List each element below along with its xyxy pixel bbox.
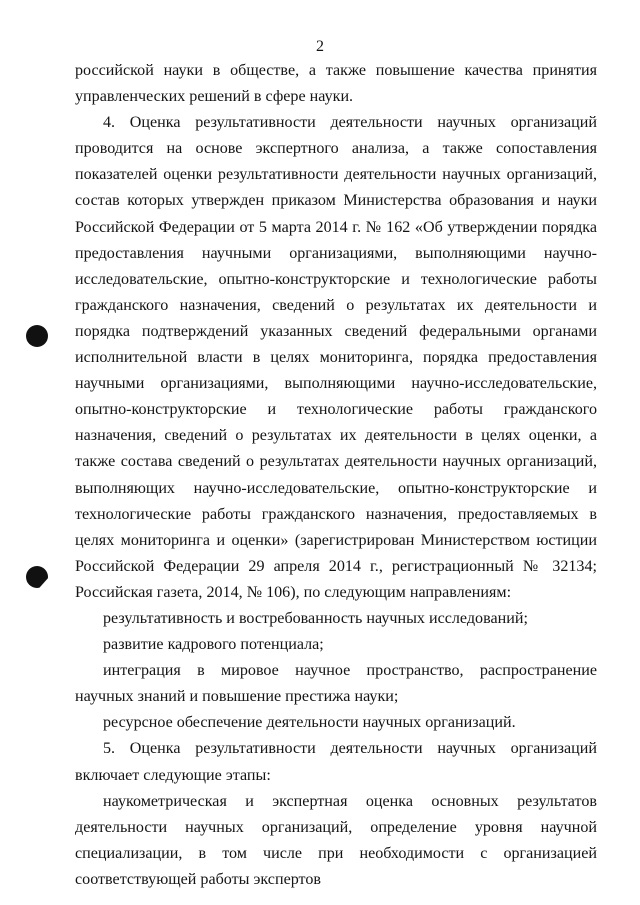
list-item: интеграция в мировое научное пространство, распространение научных знаний и повышение престижа науки; bbox=[75, 662, 597, 706]
list-item: результативность и востребованность научных исследований; bbox=[103, 609, 528, 627]
paragraph: 5. Оценка результативности деятельности научных организаций включает следующие этапы: bbox=[75, 740, 597, 784]
hole-punch-mark bbox=[26, 325, 48, 347]
list-item: развитие кадрового потенциала; bbox=[103, 636, 324, 654]
paragraph: наукометрическая и экспертная оценка основных результатов деятельности научных организаций, определение уровня научной специализации, в том числе при необходимости с организацией соответствующей работы экспертов bbox=[75, 792, 597, 888]
list-item: ресурсное обеспечение деятельности научных организаций. bbox=[103, 714, 516, 732]
paragraph: российской науки в обществе, а также повышение качества принятия управленческих решений в сфере науки. bbox=[75, 62, 597, 106]
page-number: 2 bbox=[316, 38, 324, 55]
paragraph: 4. Оценка результативности деятельности научных организаций проводится на основе экспертного анализа, а также сопоставления показателей оценки результативности деятельности научных организаций, состав которых утвержден приказом Министерства образования и науки Российской Федерации от 5 марта 2014 г. № 162 «Об утверждении порядка предоставления научными организациями, выполняющими научно-исследовательские, опытно-конструкторские и технологические работы гражданского назначения, сведений о результатах их деятельности и порядка подтверждений указанных сведений федеральными органами исполнительной власти в целях мониторинга, порядка предоставления научными организациями, выполняющими научно-исследовательские, опытно-конструкторские и технологические работы гражданского назначения, сведений о результатах их деятельности в целях оценки, а также состава сведений о результатах деятельности научных организаций, выполняющих научно-исследовательские, опытно-конструкторские и технологические работы гражданского назначения, предоставляемых в целях мониторинга и оценки» (зарегистрирован Министерством юстиции Российской Федерации 29 апреля 2014 г., регистрационный № 32134; Российская газета, 2014, № 106), по следующим направлениям: bbox=[75, 114, 597, 601]
document-body bbox=[75, 58, 597, 893]
hole-punch-mark bbox=[26, 566, 48, 588]
